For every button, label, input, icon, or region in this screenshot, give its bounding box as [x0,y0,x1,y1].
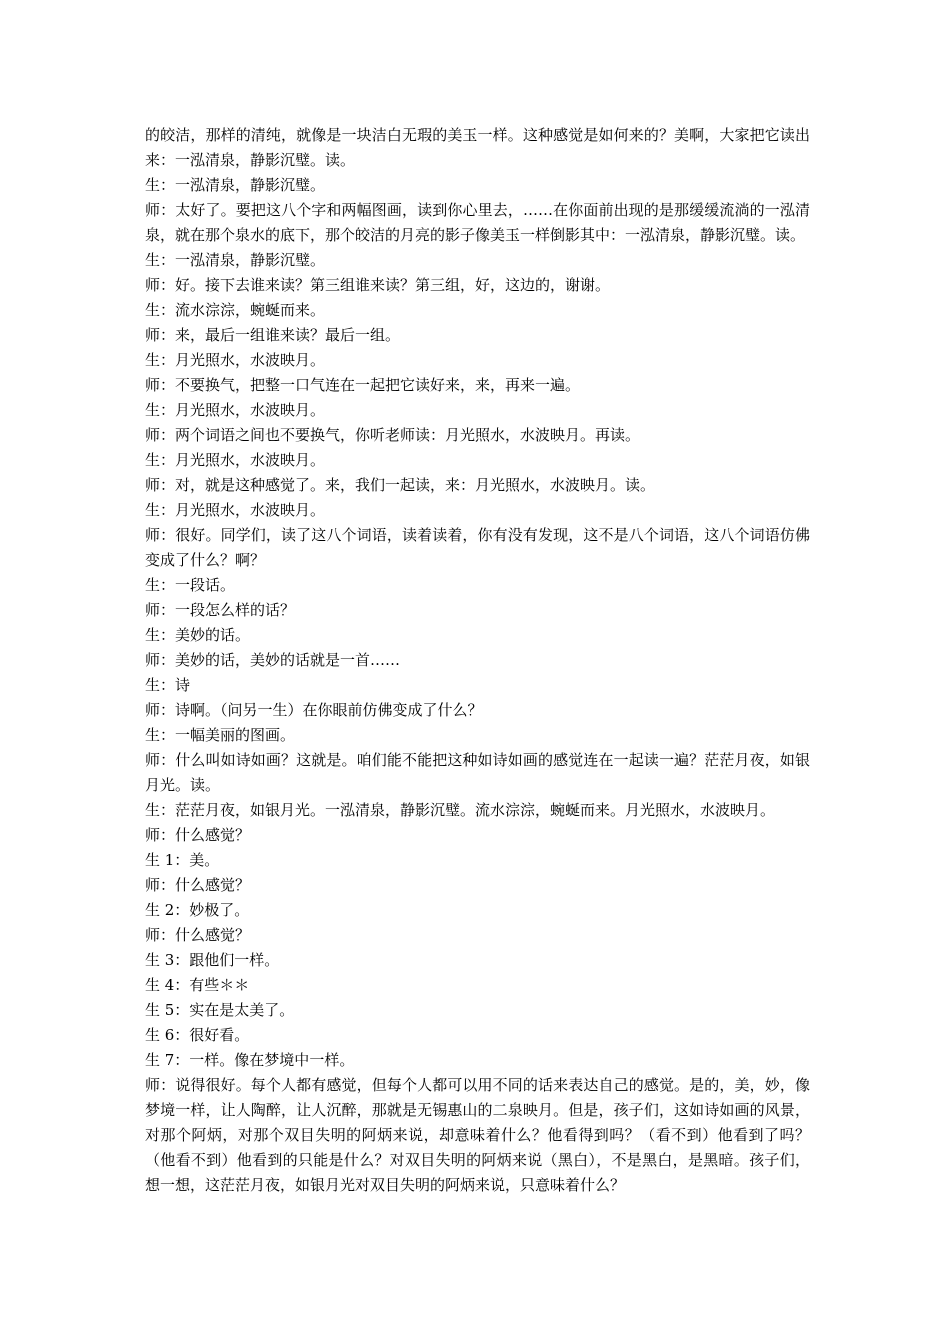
paragraph: 生：一泓清泉，静影沉璧。 [145,251,326,269]
paragraph: 师：什么感觉？ [145,926,251,944]
paragraph: 师：美妙的话，美妙的话就是一首…… [145,651,401,669]
paragraph: 生：月光照水，水波映月。 [145,451,326,469]
paragraph: 生 4：有些＊＊ [145,976,250,994]
paragraph: 生：诗 [145,676,191,694]
paragraph: 师：什么叫如诗如画？这就是。咱们能不能把这种如诗如画的感觉连在一起读一遍？茫茫月夜，如银月光。读。 [145,751,810,794]
paragraph: 生 7：一样。像在梦境中一样。 [145,1051,355,1069]
document-body [145,123,810,1198]
paragraph: 师：对，就是这种感觉了。来，我们一起读，来：月光照水，水波映月。读。 [145,476,656,494]
paragraph: 师：两个词语之间也不要换气，你听老师读：月光照水，水波映月。再读。 [145,426,641,444]
paragraph: 生：一段话。 [145,576,236,594]
paragraph: 师：不要换气，把整一口气连在一起把它读好来，来，再来一遍。 [145,376,581,394]
paragraph: 生 3：跟他们一样。 [145,951,280,969]
paragraph: 师：说得很好。每个人都有感觉，但每个人都可以用不同的话来表达自己的感觉。是的，美，妙，像梦境一样，让人陶醉，让人沉醉，那就是无锡惠山的二泉映月。但是，孩子们，这如诗如画的风景，对那个阿炳，对那个双目失明的阿炳来说，却意味着什么？他看得到吗？（看不到）他看到了吗？（他看不到）他看到的只能是什么？对双目失明的阿炳来说（黑白），不是黑白，是黑暗。孩子们，想一想，这茫茫月夜，如银月光对双目失明的阿炳来说，只意味着什么？ [145,1076,810,1194]
paragraph: 生：一泓清泉，静影沉璧。 [145,176,326,194]
paragraph: 生：一幅美丽的图画。 [145,726,296,744]
paragraph: 生：流水淙淙，蜿蜒而来。 [145,301,326,319]
paragraph: 师：什么感觉？ [145,826,251,844]
paragraph: 师：诗啊。（问另一生）在你眼前仿佛变成了什么？ [145,701,483,719]
paragraph: 师：什么感觉？ [145,876,251,894]
paragraph: 生 6：很好看。 [145,1026,250,1044]
paragraph: 生：月光照水，水波映月。 [145,501,326,519]
paragraph: 的皎洁，那样的清纯，就像是一块洁白无瑕的美玉一样。这种感觉是如何来的？美啊，大家把它读出来：一泓清泉，静影沉璧。读。 [145,126,810,169]
paragraph: 生：月光照水，水波映月。 [145,351,326,369]
paragraph: 师：太好了。要把这八个字和两幅图画，读到你心里去，……在你面前出现的是那缓缓流淌的一泓清泉，就在那个泉水的底下，那个皎洁的月亮的影子像美玉一样倒影其中：一泓清泉，静影沉璧。读。 [145,201,810,244]
paragraph: 生：美妙的话。 [145,626,251,644]
paragraph: 师：很好。同学们，读了这八个词语，读着读着，你有没有发现，这不是八个词语，这八个词语仿佛变成了什么？啊？ [145,526,810,569]
paragraph: 生 5：实在是太美了。 [145,1001,295,1019]
paragraph: 师：来，最后一组谁来读？最后一组。 [145,326,401,344]
paragraph: 生 2：妙极了。 [145,901,250,919]
paragraph: 师：一段怎么样的话？ [145,601,296,619]
paragraph: 生 1：美。 [145,851,220,869]
paragraph: 师：好。接下去谁来读？第三组谁来读？第三组，好，这边的，谢谢。 [145,276,611,294]
paragraph: 生：月光照水，水波映月。 [145,401,326,419]
paragraph: 生：茫茫月夜，如银月光。一泓清泉，静影沉璧。流水淙淙，蜿蜒而来。月光照水，水波映月。 [145,801,776,819]
